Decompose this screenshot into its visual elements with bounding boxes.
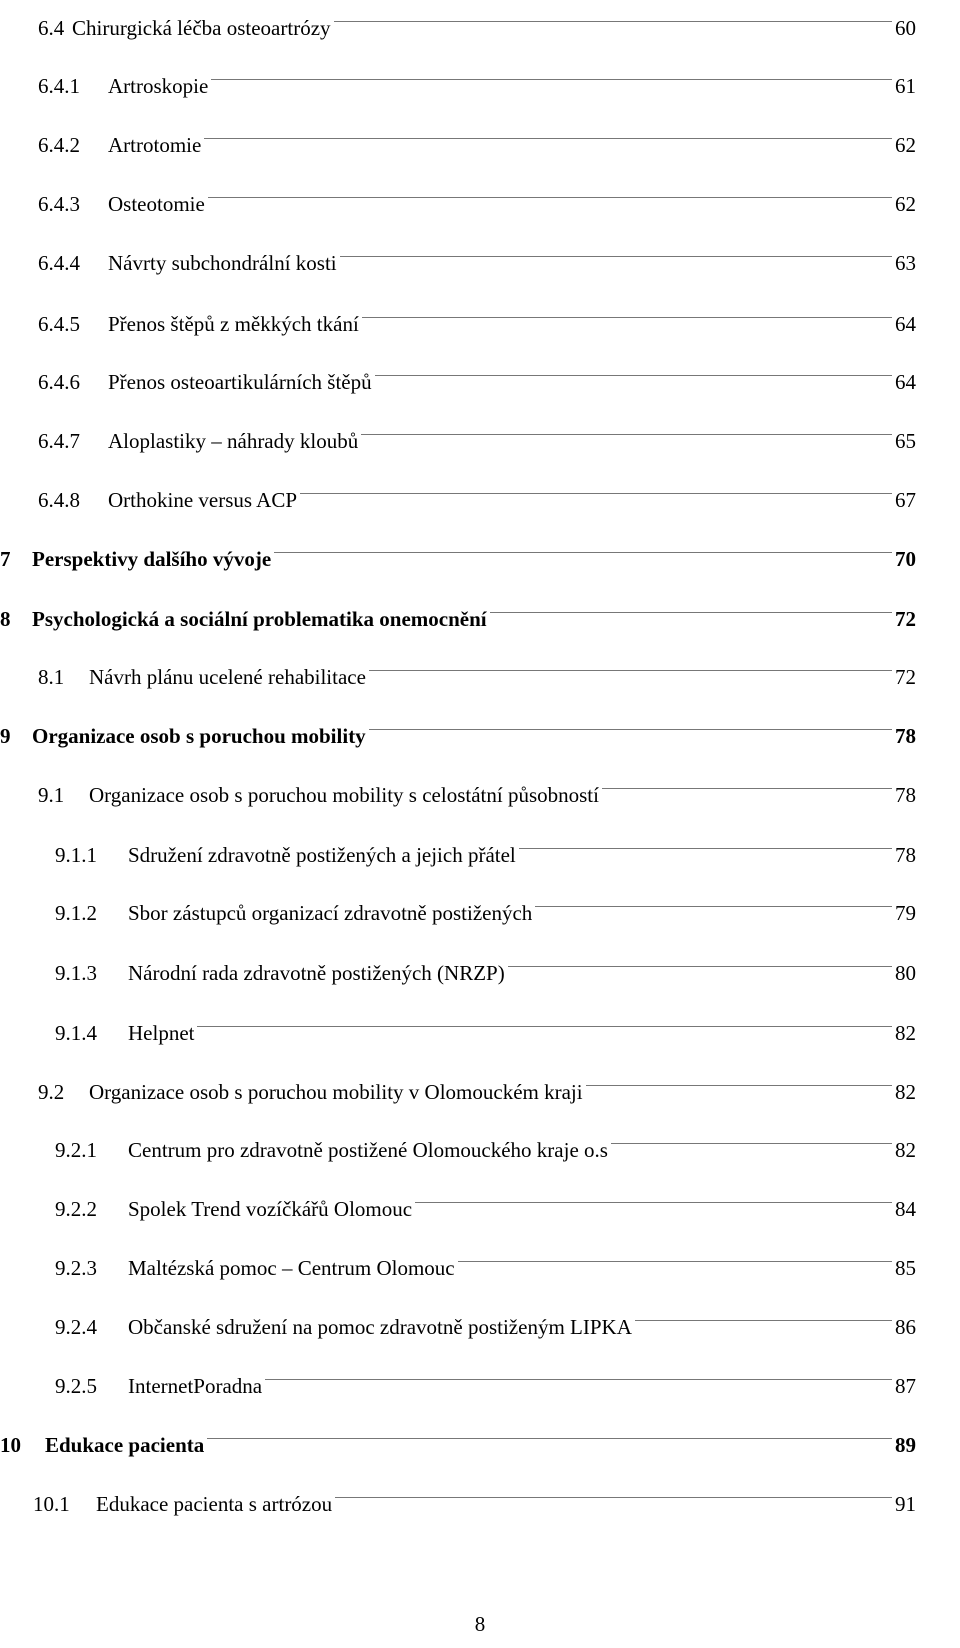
toc-entry-number: 6.4.8 <box>38 488 80 512</box>
toc-dot-leader <box>508 965 892 967</box>
toc-entry-page: 72 <box>895 607 916 631</box>
toc-entry[interactable] <box>38 413 916 453</box>
toc-entry-page: 82 <box>895 1138 916 1162</box>
toc-entry-title: Přenos štěpů z měkkých tkání <box>108 312 359 336</box>
toc-dot-leader <box>300 492 892 494</box>
toc-entry[interactable] <box>38 58 916 98</box>
toc-entry[interactable] <box>55 885 916 925</box>
toc-entry-number: 6.4.4 <box>38 251 80 275</box>
toc-entry-title: Občanské sdružení na pomoc zdravotně postiženým LIPKA <box>128 1315 632 1339</box>
toc-dot-leader <box>207 1437 892 1439</box>
toc-dot-leader <box>375 374 892 376</box>
toc-entry-page: 70 <box>895 547 916 571</box>
toc-entry-title: Organizace osob s poruchou mobility v Olomouckém kraji <box>89 1080 583 1104</box>
toc-entry[interactable] <box>38 767 916 807</box>
toc-entry-page: 86 <box>895 1315 916 1339</box>
toc-entry-page: 85 <box>895 1256 916 1280</box>
toc-entry[interactable] <box>55 945 916 985</box>
toc-entry-page: 91 <box>895 1492 916 1516</box>
toc-dot-leader <box>274 551 892 553</box>
toc-dot-leader <box>211 78 892 80</box>
toc-dot-leader <box>458 1260 892 1262</box>
toc-entry-number: 8 <box>0 607 11 631</box>
toc-entry-title: Artrotomie <box>108 133 202 157</box>
toc-entry[interactable] <box>0 708 916 748</box>
toc-dot-leader <box>535 905 892 907</box>
toc-entry-title: Centrum pro zdravotně postižené Olomouckého kraje o.s <box>128 1138 608 1162</box>
toc-entry-page: 84 <box>895 1197 916 1221</box>
toc-dot-leader <box>611 1142 892 1144</box>
toc-entry-title: Sbor zástupců organizací zdravotně postižených <box>128 901 533 925</box>
toc-entry-page: 79 <box>895 901 916 925</box>
toc-entry-title: InternetPoradna <box>128 1374 263 1398</box>
toc-entry[interactable] <box>55 1181 916 1221</box>
toc-entry-page: 65 <box>895 429 916 453</box>
toc-entry-number: 9.1 <box>38 783 65 807</box>
page-number: 8 <box>474 1612 486 1636</box>
toc-entry-title: Osteotomie <box>108 192 205 216</box>
toc-entry[interactable] <box>38 176 916 216</box>
toc-entry-number: 9.1.4 <box>55 1021 97 1045</box>
toc-entry-number: 9.2.1 <box>55 1138 97 1162</box>
toc-entry-number: 7 <box>0 547 11 571</box>
toc-entry[interactable] <box>38 296 916 336</box>
toc-entry-title: Edukace pacienta s artrózou <box>96 1492 333 1516</box>
toc-dot-leader <box>265 1378 892 1380</box>
toc-dot-leader <box>335 1496 892 1498</box>
toc-entry-number: 10.1 <box>33 1492 70 1516</box>
toc-entry-number: 6.4.1 <box>38 74 80 98</box>
toc-dot-leader <box>369 669 892 671</box>
toc-entry-page: 64 <box>895 370 916 394</box>
toc-entry-number: 6.4.2 <box>38 133 80 157</box>
toc-entry[interactable] <box>55 827 916 867</box>
toc-dot-leader <box>586 1084 892 1086</box>
toc-entry-page: 63 <box>895 251 916 275</box>
toc-entry-number: 9.2.4 <box>55 1315 97 1339</box>
toc-entry-number: 6.4.7 <box>38 429 80 453</box>
toc-entry-number: 6.4 <box>38 16 65 40</box>
toc-entry-title: Chirurgická léčba osteoartrózy <box>72 16 331 40</box>
toc-entry[interactable] <box>38 354 916 394</box>
toc-entry-number: 9.1.2 <box>55 901 97 925</box>
toc-entry-number: 9 <box>0 724 11 748</box>
toc-dot-leader <box>602 787 892 789</box>
toc-entry-page: 67 <box>895 488 916 512</box>
toc-entry-number: 9.2.5 <box>55 1374 97 1398</box>
toc-entry-title: Organizace osob s poruchou mobility s celostátní působností <box>89 783 599 807</box>
toc-entry[interactable] <box>0 591 916 631</box>
toc-entry-page: 78 <box>895 843 916 867</box>
toc-entry-title: Organizace osob s poruchou mobility <box>32 724 366 748</box>
toc-entry-title: Edukace pacienta <box>45 1433 205 1457</box>
toc-entry-number: 6.4.6 <box>38 370 80 394</box>
toc-entry[interactable] <box>55 1358 916 1398</box>
toc-dot-leader <box>340 255 892 257</box>
toc-entry[interactable] <box>55 1005 916 1045</box>
toc-entry[interactable] <box>55 1122 916 1162</box>
toc-entry-number: 9.1.3 <box>55 961 97 985</box>
toc-entry-page: 61 <box>895 74 916 98</box>
toc-entry-title: Sdružení zdravotně postižených a jejich přátel <box>128 843 516 867</box>
toc-dot-leader <box>204 137 892 139</box>
toc-entry-number: 9.2 <box>38 1080 65 1104</box>
toc-entry[interactable] <box>38 649 916 689</box>
toc-dot-leader <box>208 196 892 198</box>
toc-entry-page: 82 <box>895 1080 916 1104</box>
toc-dot-leader <box>362 316 892 318</box>
toc-entry[interactable] <box>38 117 916 157</box>
toc-entry-title: Návrh plánu ucelené rehabilitace <box>89 665 366 689</box>
toc-entry[interactable] <box>38 235 916 275</box>
toc-entry-page: 89 <box>895 1433 916 1457</box>
toc-entry-title: Spolek Trend vozíčkářů Olomouc <box>128 1197 413 1221</box>
toc-entry-number: 9.2.3 <box>55 1256 97 1280</box>
toc-dot-leader <box>490 611 892 613</box>
toc-entry-page: 78 <box>895 783 916 807</box>
toc-entry-page: 64 <box>895 312 916 336</box>
toc-dot-leader <box>369 728 892 730</box>
toc-entry-title: Artroskopie <box>108 74 209 98</box>
toc-entry-title: Perspektivy dalšího vývoje <box>32 547 272 571</box>
toc-entry-title: Helpnet <box>128 1021 195 1045</box>
toc-entry-number: 8.1 <box>38 665 65 689</box>
toc-entry-title: Národní rada zdravotně postižených (NRZP) <box>128 961 505 985</box>
toc-entry-page: 87 <box>895 1374 916 1398</box>
toc-entry-title: Aloplastiky – náhrady kloubů <box>108 429 359 453</box>
toc-entry[interactable] <box>55 1240 916 1280</box>
toc-entry-page: 60 <box>895 16 916 40</box>
toc-entry-number: 6.4.3 <box>38 192 80 216</box>
toc-entry[interactable] <box>33 1476 916 1516</box>
toc-entry[interactable] <box>0 1417 916 1457</box>
toc-entry[interactable] <box>0 531 916 571</box>
toc-entry-title: Přenos osteoartikulárních štěpů <box>108 370 372 394</box>
toc-entry-page: 82 <box>895 1021 916 1045</box>
toc-entry-number: 9.1.1 <box>55 843 97 867</box>
toc-entry-number: 6.4.5 <box>38 312 80 336</box>
toc-entry-number: 9.2.2 <box>55 1197 97 1221</box>
toc-entry-title: Psychologická a sociální problematika onemocnění <box>32 607 487 631</box>
toc-dot-leader <box>334 20 892 22</box>
toc-entry-title: Návrty subchondrální kosti <box>108 251 337 275</box>
toc-entry[interactable] <box>38 472 916 512</box>
toc-entry-page: 78 <box>895 724 916 748</box>
toc-dot-leader <box>361 433 892 435</box>
toc-entry-page: 72 <box>895 665 916 689</box>
toc-entry-page: 62 <box>895 192 916 216</box>
toc-entry-page: 62 <box>895 133 916 157</box>
toc-entry[interactable] <box>38 1064 916 1104</box>
toc-dot-leader <box>519 847 892 849</box>
toc-entry[interactable] <box>38 0 916 40</box>
toc-dot-leader <box>197 1025 892 1027</box>
toc-entry-title: Maltézská pomoc – Centrum Olomouc <box>128 1256 455 1280</box>
toc-entry-title: Orthokine versus ACP <box>108 488 297 512</box>
toc-dot-leader <box>415 1201 892 1203</box>
toc-entry-page: 80 <box>895 961 916 985</box>
toc-entry-number: 10 <box>0 1433 21 1457</box>
toc-entry[interactable] <box>55 1299 916 1339</box>
toc-dot-leader <box>635 1319 892 1321</box>
